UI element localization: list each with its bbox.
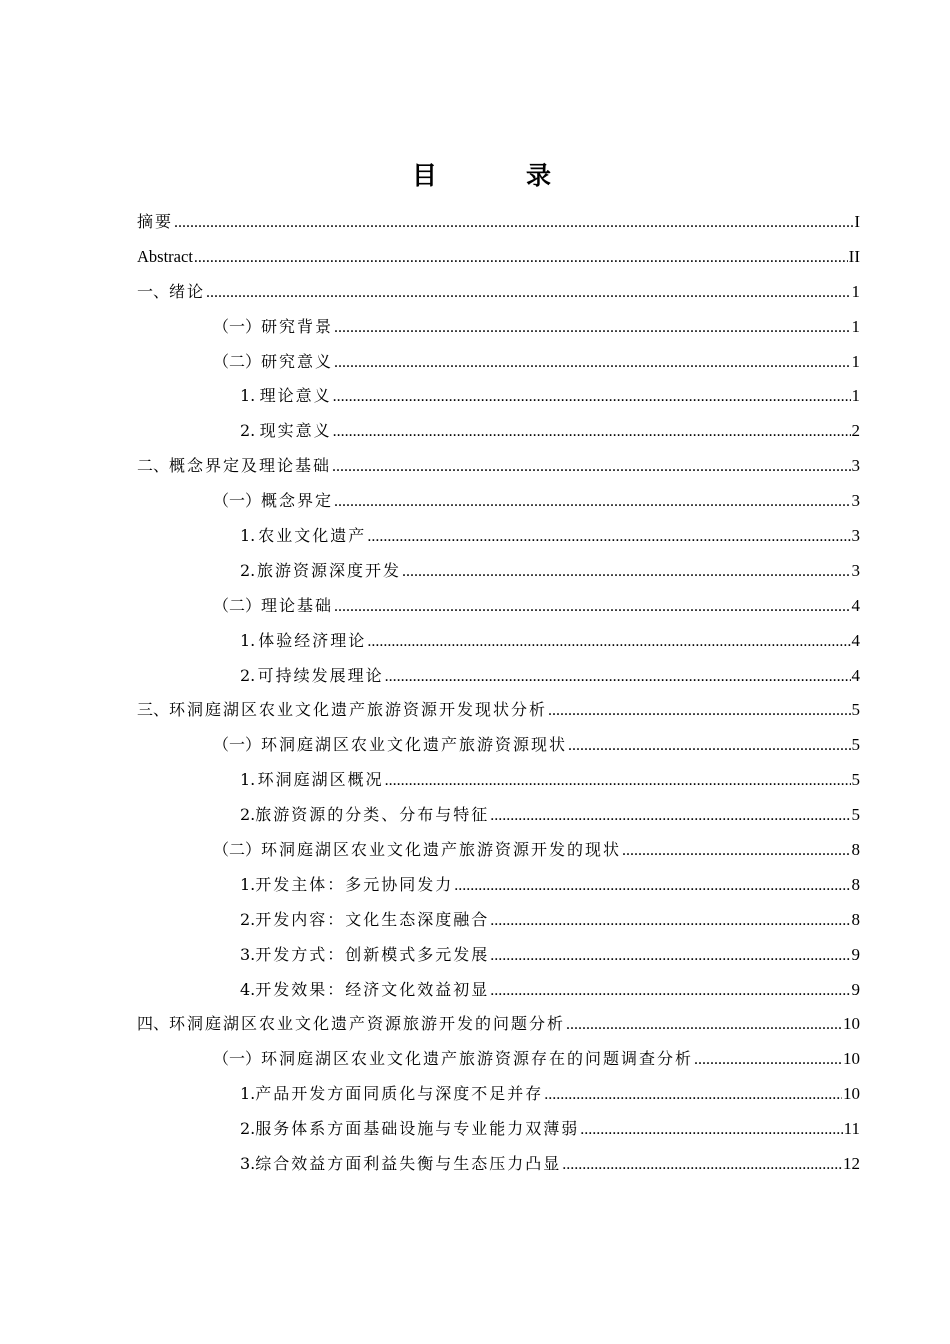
toc-entry[interactable] [137, 659, 860, 694]
toc-page-number: 5 [851, 700, 860, 720]
toc-entry-number: 1. [240, 770, 256, 790]
toc-entry-text: 开发效果：经济文化效益初显 [255, 979, 490, 999]
toc-page-number: 8 [851, 909, 860, 929]
toc-page-number: 10 [843, 1049, 860, 1069]
toc-entry-number: 1. [240, 874, 256, 894]
toc-entry[interactable] [137, 903, 860, 938]
leader-dots [490, 799, 850, 834]
leader-dots [454, 869, 850, 904]
toc-page-number: 8 [851, 874, 860, 894]
toc-page-number: II [848, 246, 860, 266]
toc-entry[interactable] [137, 519, 860, 554]
toc-entry[interactable] [137, 484, 860, 519]
toc-page-number: 9 [851, 944, 860, 964]
toc-page-number: 10 [843, 1014, 860, 1034]
toc-entry[interactable] [137, 693, 860, 728]
toc-entry-number: 2. [240, 665, 256, 685]
toc-entry-number: 4. [240, 979, 256, 999]
toc-entry[interactable] [137, 833, 860, 868]
toc-entry[interactable] [137, 728, 860, 763]
toc-entry[interactable] [137, 1112, 860, 1147]
leader-dots [367, 520, 850, 555]
toc-entry-number: 2. [240, 560, 256, 580]
leader-dots [385, 764, 851, 799]
table-of-contents [137, 205, 860, 1182]
toc-entry-text: 开发主体：多元协同发力 [255, 874, 454, 894]
toc-entry[interactable] [137, 798, 860, 833]
toc-entry-number: 2. [240, 421, 256, 441]
toc-entry-number: 2. [240, 805, 256, 825]
toc-entry-number: 四、 [137, 1014, 170, 1034]
toc-entry-number: 2. [240, 1119, 256, 1139]
leader-dots [490, 974, 850, 1009]
toc-page-number: 9 [851, 979, 860, 999]
toc-entry-text: 综合效益方面利益失衡与生态压力凸显 [255, 1154, 562, 1174]
toc-entry[interactable] [137, 345, 860, 380]
toc-entry-text: 环洞庭湖区农业文化遗产旅游资源开发现状分析 [169, 700, 548, 720]
toc-entry-text: 可持续发展理论 [257, 665, 384, 685]
toc-entry-text: 产品开发方面同质化与深度不足并存 [255, 1084, 544, 1104]
toc-entry-number: 1. [240, 526, 256, 546]
toc-entry-text: 旅游资源深度开发 [256, 560, 401, 580]
toc-page-number: 1 [851, 351, 860, 371]
leader-dots [334, 485, 850, 520]
leader-dots [694, 1043, 842, 1078]
toc-entry-number: 3. [240, 944, 256, 964]
toc-entry-number: （二） [213, 351, 262, 371]
toc-entry-number: 1. [240, 386, 256, 406]
toc-entry[interactable] [137, 938, 860, 973]
toc-entry[interactable] [137, 1007, 860, 1042]
toc-entry-number: （一） [213, 491, 262, 511]
toc-entry-number: 2. [240, 909, 256, 929]
toc-entry-text: Abstract [137, 246, 193, 266]
toc-entry[interactable] [137, 310, 860, 345]
toc-entry-text: 环洞庭湖区概况 [257, 770, 384, 790]
toc-entry-text: 现实意义 [259, 421, 332, 441]
toc-page-number: 5 [851, 805, 860, 825]
toc-entry-text: 研究意义 [261, 351, 334, 371]
leader-dots [566, 1008, 842, 1043]
toc-entry[interactable] [137, 1147, 860, 1182]
toc-entry-text: 理论意义 [259, 386, 332, 406]
toc-page-number: 3 [851, 456, 860, 476]
toc-page-number: 1 [851, 316, 860, 336]
toc-entry-text: 开发方式：创新模式多元发展 [255, 944, 490, 964]
toc-page-number: 4 [851, 595, 860, 615]
toc-entry-text: 环洞庭湖区农业文化遗产资源旅游开发的问题分析 [169, 1014, 566, 1034]
toc-page-number: 8 [851, 840, 860, 860]
leader-dots [580, 1113, 842, 1148]
leader-dots [333, 380, 851, 415]
toc-page-number: 5 [851, 770, 860, 790]
leader-dots [334, 590, 850, 625]
toc-entry[interactable] [137, 205, 860, 240]
toc-page-number: 2 [851, 421, 860, 441]
toc-entry[interactable] [137, 554, 860, 589]
toc-entry-text: 研究背景 [261, 316, 334, 336]
leader-dots [174, 206, 853, 241]
leader-dots [490, 939, 850, 974]
toc-entry-text: 理论基础 [261, 595, 334, 615]
leader-dots [385, 660, 851, 695]
toc-entry[interactable] [137, 449, 860, 484]
leader-dots [548, 694, 850, 729]
toc-page-number: 3 [851, 560, 860, 580]
toc-entry-text: 服务体系方面基础设施与专业能力双薄弱 [255, 1119, 580, 1139]
toc-entry-number: 二、 [137, 456, 170, 476]
toc-title: 目 录 [411, 161, 583, 190]
toc-entry-text: 摘要 [137, 212, 174, 231]
toc-entry-number: （一） [213, 735, 262, 755]
leader-dots [367, 625, 850, 660]
toc-page-number: 5 [851, 735, 860, 755]
toc-entry-number: （二） [213, 595, 262, 615]
toc-entry[interactable] [137, 240, 860, 275]
leader-dots [334, 346, 850, 381]
toc-page-number: 4 [851, 630, 860, 650]
toc-entry-text: 环洞庭湖区农业文化遗产旅游资源存在的问题调查分析 [261, 1049, 694, 1069]
leader-dots [568, 729, 850, 764]
toc-entry-text: 体验经济理论 [258, 630, 367, 650]
toc-entry-number: 一、 [137, 281, 170, 301]
leader-dots [490, 904, 850, 939]
toc-entry-text: 农业文化遗产 [258, 526, 367, 546]
leader-dots [562, 1148, 842, 1183]
toc-entry[interactable] [137, 589, 860, 624]
toc-entry[interactable] [137, 414, 860, 449]
toc-entry-text: 绪论 [169, 281, 206, 301]
toc-page-number: 10 [843, 1084, 860, 1104]
toc-entry-number: 1. [240, 630, 256, 650]
toc-entry[interactable] [137, 973, 860, 1008]
toc-entry[interactable] [137, 275, 860, 310]
toc-page-number: 12 [843, 1154, 860, 1174]
toc-entry-number: 三、 [137, 700, 170, 720]
toc-entry-number: 3. [240, 1154, 256, 1174]
toc-page-number: 4 [851, 665, 860, 685]
toc-entry-number: （一） [213, 1049, 262, 1069]
toc-entry-number: （一） [213, 316, 262, 336]
leader-dots [334, 311, 850, 346]
toc-entry-text: 环洞庭湖区农业文化遗产旅游资源现状 [261, 735, 568, 755]
toc-page-number: I [854, 212, 860, 231]
leader-dots [333, 415, 851, 450]
toc-page-number: 3 [851, 526, 860, 546]
toc-entry-text: 概念界定及理论基础 [169, 456, 332, 476]
toc-entry[interactable] [137, 1042, 860, 1077]
toc-page-number: 3 [851, 491, 860, 511]
leader-dots [206, 276, 850, 311]
toc-entry-number: （二） [213, 840, 262, 860]
toc-entry[interactable] [137, 763, 860, 798]
leader-dots [332, 450, 850, 485]
toc-entry-text: 开发内容：文化生态深度融合 [255, 909, 490, 929]
leader-dots [622, 834, 850, 869]
leader-dots [544, 1078, 842, 1113]
toc-entry[interactable] [137, 379, 860, 414]
toc-page-number: 1 [851, 281, 860, 301]
toc-entry[interactable] [137, 1077, 860, 1112]
leader-dots [402, 555, 851, 590]
toc-entry-number: 1. [240, 1084, 256, 1104]
toc-entry[interactable] [137, 868, 860, 903]
toc-entry-text: 旅游资源的分类、分布与特征 [255, 805, 490, 825]
toc-page-number: 1 [851, 386, 860, 406]
toc-entry[interactable] [137, 624, 860, 659]
leader-dots [194, 241, 848, 276]
toc-entry-text: 环洞庭湖区农业文化遗产旅游资源开发的现状 [261, 840, 622, 860]
toc-entry-text: 概念界定 [261, 491, 334, 511]
toc-page-number: 11 [843, 1119, 860, 1139]
